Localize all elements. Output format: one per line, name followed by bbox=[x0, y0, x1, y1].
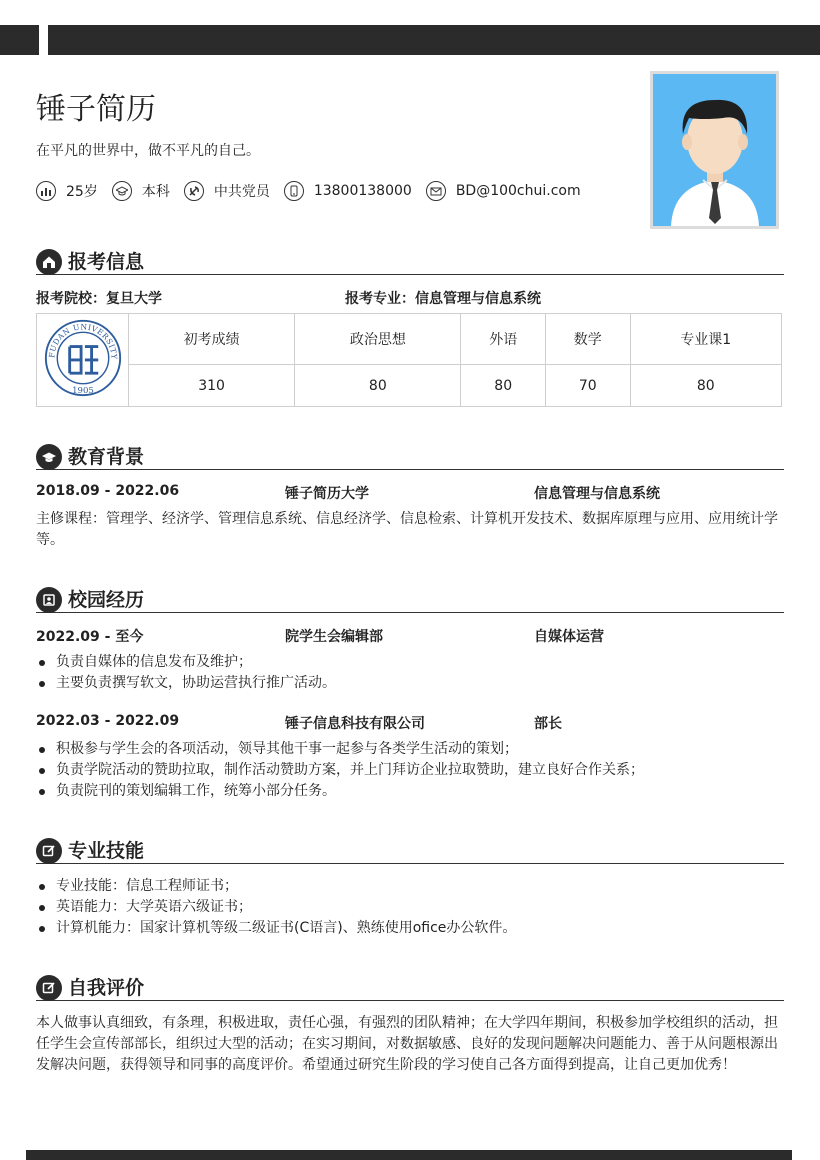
score-header: 专业课1 bbox=[630, 314, 781, 365]
house-icon bbox=[36, 249, 62, 275]
campus-org: 锤子信息科技有限公司 bbox=[285, 716, 425, 732]
top-bar-right bbox=[48, 25, 820, 55]
list-item: 积极参与学生会的各项活动，领导其他干事一起参与各类学生活动的策划； bbox=[56, 739, 644, 760]
list-item: 负责院刊的策划编辑工作，统筹小部分任务。 bbox=[56, 781, 644, 802]
score-value: 310 bbox=[129, 365, 295, 407]
section-exam-title: 报考信息 bbox=[68, 251, 145, 273]
score-value: 70 bbox=[546, 365, 631, 407]
list-item: 专业技能：信息工程师证书； bbox=[56, 876, 516, 897]
section-education-title: 教育背景 bbox=[68, 446, 145, 468]
list-item: 计算机能力：国家计算机等级二级证书(C语言)、熟练使用ofice办公软件。 bbox=[56, 918, 516, 939]
list-item: 负责学院活动的赞助拉取，制作活动赞助方案，并上门拜访企业拉取赞助，建立良好合作关系； bbox=[56, 760, 644, 781]
section-education-header bbox=[36, 444, 784, 470]
section-exam-header bbox=[36, 249, 784, 275]
education-major: 信息管理与信息系统 bbox=[534, 486, 660, 502]
education-school: 锤子简历大学 bbox=[285, 486, 369, 502]
education-period: 2018.09 - 2022.06 bbox=[36, 483, 180, 499]
top-bar-left bbox=[0, 25, 39, 55]
section-self-eval-title: 自我评价 bbox=[68, 977, 145, 999]
id-badge-icon bbox=[36, 587, 62, 613]
score-header: 外语 bbox=[461, 314, 546, 365]
score-header: 初考成绩 bbox=[129, 314, 295, 365]
info-age: 25岁 bbox=[36, 181, 98, 201]
exam-school: 报考院校：复旦大学 bbox=[36, 291, 162, 307]
list-item: 英语能力：大学英语六级证书； bbox=[56, 897, 516, 918]
list-item: 负责自媒体的信息发布及维护； bbox=[56, 652, 336, 673]
skills-list bbox=[56, 876, 516, 939]
personal-info-row bbox=[36, 181, 595, 201]
age-chart-icon bbox=[36, 181, 56, 201]
campus-duty-list bbox=[56, 652, 336, 694]
edit-icon bbox=[36, 838, 62, 864]
profile-photo bbox=[650, 71, 779, 229]
campus-duty-list bbox=[56, 739, 644, 802]
exam-score-table bbox=[36, 313, 782, 407]
motto: 在平凡的世界中，做不平凡的自己。 bbox=[36, 143, 260, 159]
section-campus-header bbox=[36, 587, 784, 613]
info-phone: 13800138000 bbox=[284, 181, 412, 201]
seal-university-text: FUDAN UNIVERSITY bbox=[46, 322, 119, 360]
score-header: 数学 bbox=[546, 314, 631, 365]
resume-name: 锤子简历 bbox=[36, 92, 156, 127]
score-value: 80 bbox=[461, 365, 546, 407]
edit-icon bbox=[36, 975, 62, 1001]
info-degree: 本科 bbox=[112, 181, 170, 201]
section-self-eval-header bbox=[36, 975, 784, 1001]
score-value: 80 bbox=[630, 365, 781, 407]
campus-role: 自媒体运营 bbox=[534, 629, 604, 645]
graduation-cap-icon bbox=[112, 181, 132, 201]
campus-period: 2022.09 - 至今 bbox=[36, 629, 144, 645]
campus-org: 院学生会编辑部 bbox=[285, 629, 383, 645]
info-email: BD@100chui.com bbox=[426, 181, 581, 201]
seal-year: 1905 bbox=[71, 386, 94, 397]
score-header: 政治思想 bbox=[295, 314, 461, 365]
campus-role: 部长 bbox=[534, 716, 562, 732]
education-courses: 主修课程：管理学、经济学、管理信息系统、信息经济学、信息检索、计算机开发技术、数据库原理与应用、应用统计学等。 bbox=[36, 511, 778, 548]
bottom-bar bbox=[26, 1150, 792, 1160]
section-skills-header bbox=[36, 838, 784, 864]
score-value: 80 bbox=[295, 365, 461, 407]
info-party: 中共党员 bbox=[184, 181, 270, 201]
list-item: 主要负责撰写软文，协助运营执行推广活动。 bbox=[56, 673, 336, 694]
fudan-seal bbox=[37, 314, 129, 407]
self-evaluation-text: 本人做事认真细致，有条理，积极进取，责任心强，有强烈的团队精神；在大学四年期间，积极参加学校组织的活动，担任学生会宣传部部长，组织过大型的活动；在实习期间，对数据敏感、良好的发现问题解决问题能力、善于从问题根源出发解决问题，获得领导和同事的高度评价。希望通过研究生阶段的学习使自己各方面得到提高，让自己更加优秀！ bbox=[36, 1015, 778, 1073]
phone-icon bbox=[284, 181, 304, 201]
mail-icon bbox=[426, 181, 446, 201]
party-emblem-icon bbox=[184, 181, 204, 201]
section-campus-title: 校园经历 bbox=[68, 589, 145, 611]
campus-period: 2022.03 - 2022.09 bbox=[36, 713, 180, 729]
exam-major: 报考专业：信息管理与信息系统 bbox=[345, 291, 541, 307]
section-skills-title: 专业技能 bbox=[68, 840, 145, 862]
graduation-cap-icon bbox=[36, 444, 62, 470]
